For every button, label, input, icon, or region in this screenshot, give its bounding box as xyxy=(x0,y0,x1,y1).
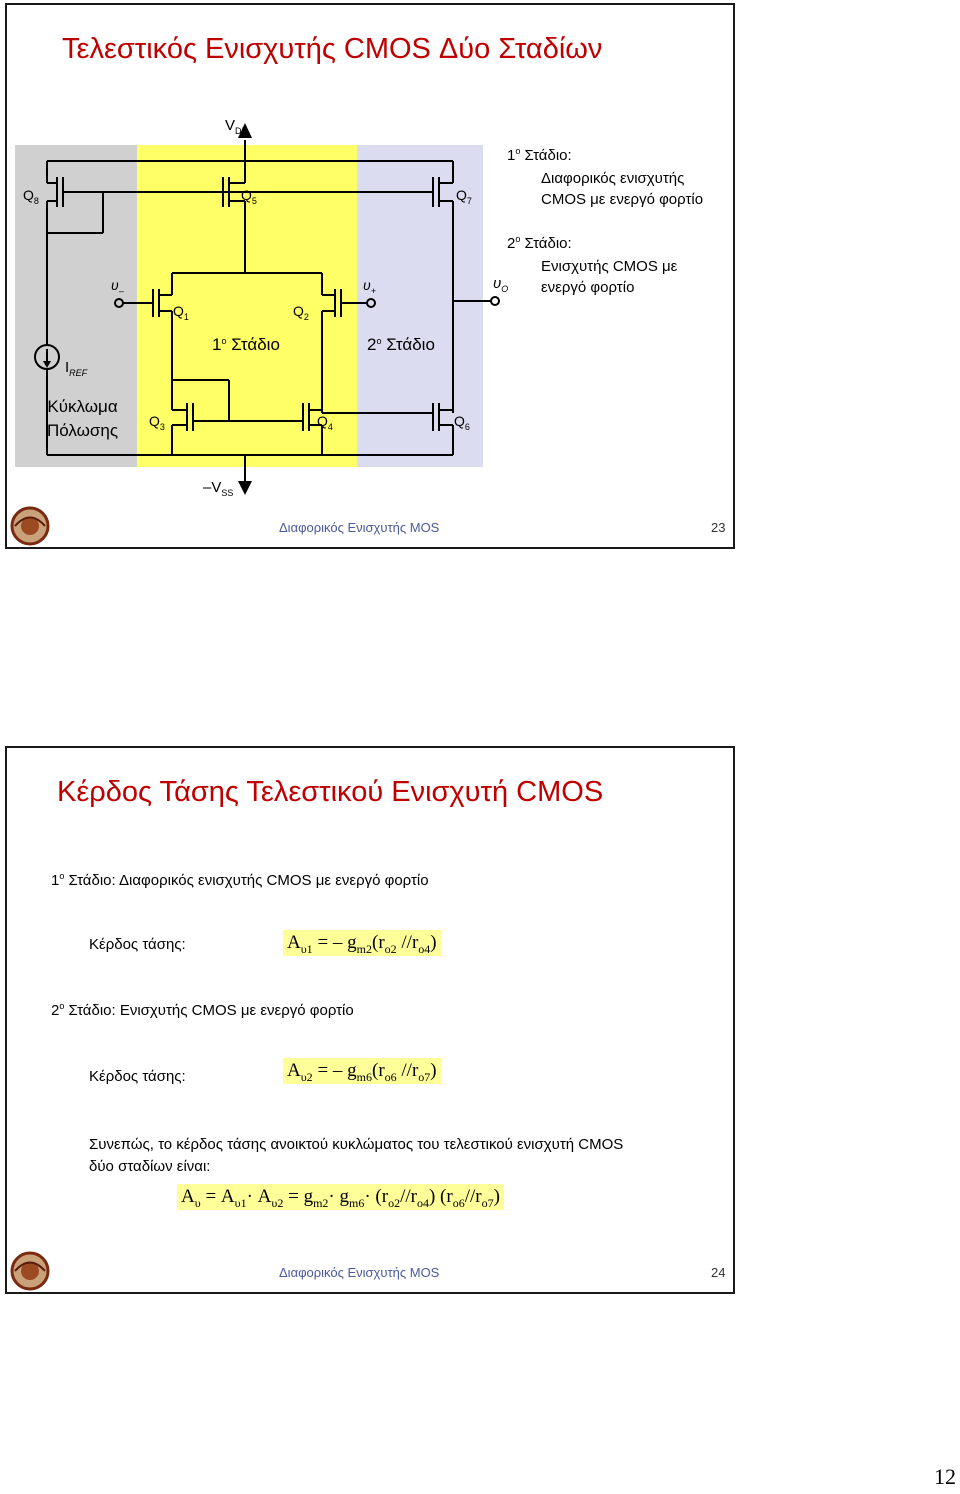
equation-total: $A_\upsilon = A_{\upsilon 1}\cdot A_{\upsilon 2} = g_{m2}\cdot g_{m6}\cdot (r_{o2}//r_{o4})$ $(r_{o6}//r_{o7})$ xyxy=(177,1184,504,1210)
stage2-heading: $2^o$ Στάδιο: Ενισχυτής CMOS με ενεργό φορτίο xyxy=(51,1001,354,1019)
q4-label: $Q_4$ xyxy=(317,413,333,432)
equation-1: $A_{\upsilon 1}$ = – $g_{m2}(r_{o2}$ $//r_{o4}$) xyxy=(283,930,441,956)
vss-label: $-V_{SS}$ xyxy=(203,479,234,498)
stage2-label: $2^o$ Στάδιο xyxy=(367,335,435,354)
equation-2: $A_{\upsilon 2}$ = – $g_{m6}(r_{o6}$ $//r_{o7}$) xyxy=(283,1058,441,1084)
university-logo-icon xyxy=(9,1250,51,1292)
q2-label: $Q_2$ xyxy=(293,303,309,322)
vout-label: $\upsilon_O$ xyxy=(493,275,509,294)
q5-label: $Q_5$ xyxy=(241,187,257,206)
slide-title: Τελεστικός Ενισχυτής CMOS Δύο Σταδίων xyxy=(62,33,603,65)
stage1-heading: $1^o$ Στάδιο: Διαφορικός ενισχυτής CMOS με ενεργό φορτίο xyxy=(51,871,429,889)
document-page-number: 12 xyxy=(934,1464,956,1489)
slide-footer: Διαφορικός Ενισχυτής MOS xyxy=(279,1265,440,1280)
stage1-label: $1^o$ Στάδιο xyxy=(212,335,280,354)
conclusion-text: Συνεπώς, το κέρδος τάσης ανοικτού κυκλώματος του τελεστικού ενισχυτή CMOS δύο σταδίων είναι: xyxy=(89,1136,624,1175)
gain-label-2: Κέρδος τάσης: xyxy=(89,1068,186,1085)
gain-label-1: Κέρδος τάσης: xyxy=(89,936,186,953)
bias-circuit-label: Κύκλωμα Πόλωσης xyxy=(47,397,119,440)
university-logo-icon xyxy=(9,505,51,547)
q8-label: $Q_8$ xyxy=(23,187,39,206)
note-stage1: $1^o$ Στάδιο: Διαφορικός ενισχυτής CMOS με ενεργό φορτίο xyxy=(507,146,704,208)
q3-label: $Q_3$ xyxy=(149,413,165,432)
slide-number: 23 xyxy=(711,520,726,535)
slide-24 xyxy=(5,746,735,1294)
slide-title: Κέρδος Τάσης Τελεστικού Ενισχυτή CMOS xyxy=(57,776,604,808)
vin-minus-label: $\upsilon_-$ xyxy=(111,277,124,296)
q1-label: $Q_1$ xyxy=(173,303,189,322)
vin-plus-label: $\upsilon_+$ xyxy=(363,277,376,296)
slide-23 xyxy=(5,3,735,549)
vss-arrow-icon xyxy=(238,481,252,495)
slide-number: 24 xyxy=(711,1265,726,1280)
q6-label: $Q_6$ xyxy=(454,413,470,432)
note-stage2: $2^o$ Στάδιο: Ενισχυτής CMOS με ενεργό φορτίο xyxy=(507,234,678,296)
vdd-label: $V_{DD}$ xyxy=(225,117,249,136)
q7-label: $Q_7$ xyxy=(456,187,472,206)
iref-label: $I_{REF}$ xyxy=(65,359,88,378)
slide-footer: Διαφορικός Ενισχυτής MOS xyxy=(279,520,440,535)
